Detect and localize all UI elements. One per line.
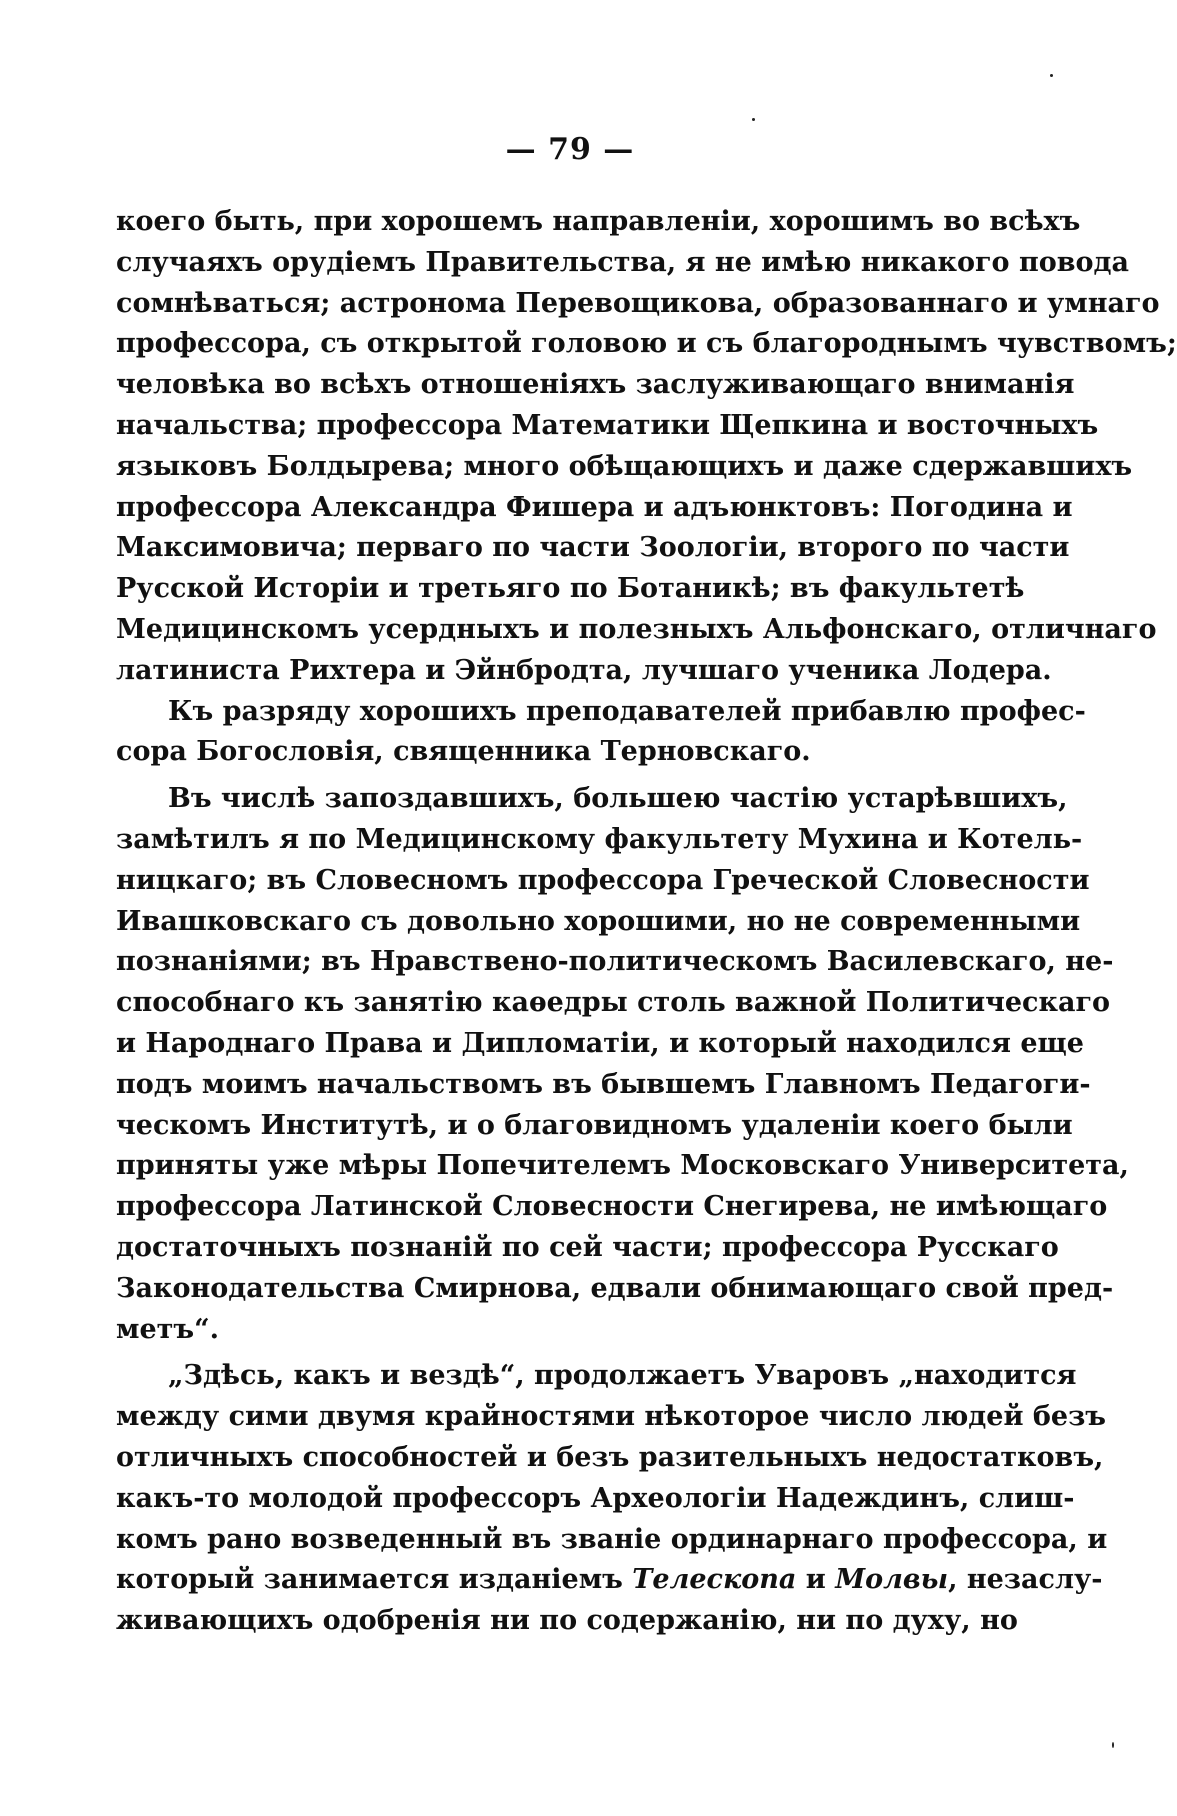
- text-line: между сими двумя крайностями нѣкоторое число людей безъ: [116, 1401, 1107, 1433]
- text-line: Медицинскомъ усердныхъ и полезныхъ Альфонскаго, отличнаго: [116, 613, 1157, 645]
- text-line: способнаго къ занятію каѳедры столь важной Политическаго: [116, 987, 1111, 1019]
- text-line: Максимовича; перваго по части Зоологіи, второго по части: [116, 532, 1070, 564]
- scan-speck: [1050, 74, 1053, 77]
- paragraph-4: [116, 1356, 1108, 1642]
- text-line: „Здѣсь, какъ и вездѣ“, продолжаетъ Уваровъ „находится: [168, 1360, 1077, 1392]
- text-line: начальства; профессора Математики Щепкина и восточныхъ: [116, 409, 1099, 441]
- paragraph-2: [116, 692, 1086, 774]
- text-line: познаніями; въ Нравствено-политическомъ Василевскаго, не-: [116, 946, 1114, 978]
- text-segment: и: [796, 1564, 836, 1596]
- text-line: Въ числѣ запоздавшихъ, большею частію устарѣвшихъ,: [168, 783, 1068, 815]
- text-line: сора Богословія, священника Терновскаго.: [116, 736, 811, 768]
- text-line: ницкаго; въ Словесномъ профессора Греческой Словесности: [116, 864, 1090, 896]
- text-line: отличныхъ способностей и безъ разительныхъ недостатковъ,: [116, 1441, 1104, 1473]
- paragraph-1: [116, 202, 1177, 692]
- text-line: Русской Исторіи и третьяго по Ботаникѣ; въ факультетѣ: [116, 573, 1025, 605]
- text-line: профессора Латинской Словесности Снегирева, не имѣющаго: [116, 1191, 1108, 1223]
- text-line: метъ“.: [116, 1313, 220, 1345]
- text-line: Ивашковскаго съ довольно хорошими, но не современными: [116, 905, 1081, 937]
- text-line: Законодательства Смирнова, едвали обнимающаго свой пред-: [116, 1272, 1114, 1304]
- italic-title-telescope: Телескопа: [632, 1564, 797, 1596]
- text-line: и Народнаго Права и Дипломатіи, и который находился еще: [116, 1027, 1084, 1059]
- text-line: Къ разряду хорошихъ преподавателей прибавлю профес-: [168, 695, 1086, 727]
- text-line: сомнѣваться; астронома Перевощикова, образованнаго и умнаго: [116, 287, 1160, 319]
- body-text: [116, 202, 1177, 1642]
- scan-speck: [1112, 1742, 1114, 1748]
- italic-title-molva: Молвы: [835, 1564, 949, 1596]
- page-number: — 79 —: [505, 132, 635, 167]
- text-line-with-italics: [116, 1560, 1103, 1601]
- text-line: человѣка во всѣхъ отношеніяхъ заслуживающаго вниманія: [116, 369, 1075, 401]
- text-line: профессора, съ открытой головою и съ благороднымъ чувствомъ;: [116, 328, 1177, 360]
- text-line: живающихъ одобренія ни по содержанію, ни по духу, но: [116, 1605, 1018, 1637]
- text-line: замѣтилъ я по Медицинскому факультету Мухина и Котель-: [116, 823, 1083, 855]
- text-line: языковъ Болдырева; много обѣщающихъ и даже сдержавшихъ: [116, 450, 1133, 482]
- text-line: какъ-то молодой профессоръ Археологіи Надеждинъ, слиш-: [116, 1482, 1075, 1514]
- text-segment: который занимается изданіемъ: [116, 1564, 633, 1596]
- text-line: случаяхъ орудіемъ Правительства, я не имѣю никакого повода: [116, 246, 1130, 278]
- text-line: ческомъ Институтѣ, и о благовидномъ удаленіи коего были: [116, 1109, 1073, 1141]
- text-line: подъ моимъ начальствомъ въ бывшемъ Главномъ Педагоги-: [116, 1068, 1091, 1100]
- text-line: коего быть, при хорошемъ направленіи, хорошимъ во всѣхъ: [116, 206, 1081, 237]
- scan-speck: [752, 118, 755, 121]
- text-segment: , незаслу-: [948, 1564, 1103, 1596]
- paragraph-3: [116, 779, 1129, 1350]
- text-line: приняты уже мѣры Попечителемъ Московскаго Университета,: [116, 1150, 1129, 1182]
- text-line: комъ рано возведенный въ званіе ординарнаго профессора, и: [116, 1523, 1108, 1555]
- text-line: достаточныхъ познаній по сей части; профессора Русскаго: [116, 1231, 1059, 1263]
- text-line: профессора Александра Фишера и адъюнктовъ: Погодина и: [116, 491, 1073, 523]
- text-line: латиниста Рихтера и Эйнбродта, лучшаго ученика Лодера.: [116, 654, 1052, 686]
